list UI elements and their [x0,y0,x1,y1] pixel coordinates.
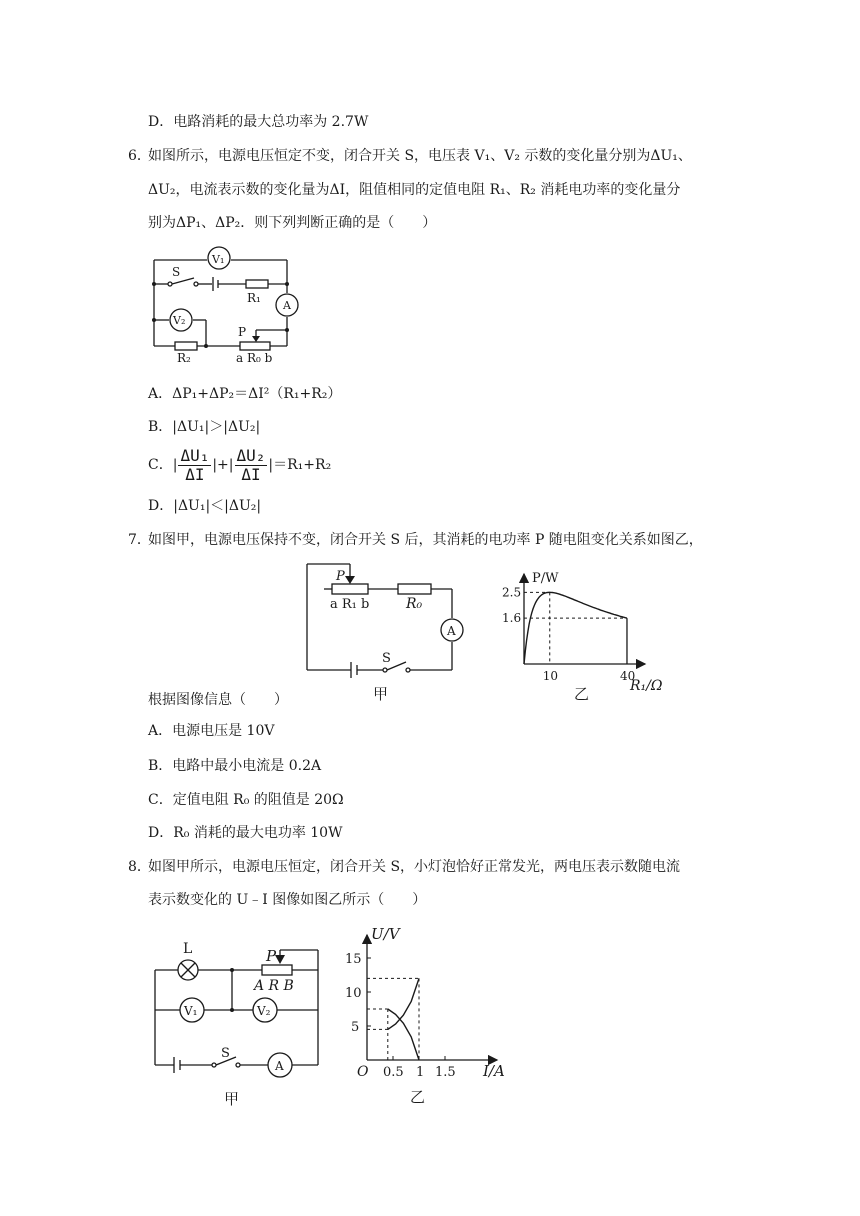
r0-resistor [398,584,431,594]
q8-number: 8． [128,859,151,875]
q6-label-r1: R₁ [247,291,261,305]
y-tick-label: 5 [351,1020,360,1035]
rheostat-r [262,965,292,975]
q6-circuit-diagram [140,244,310,369]
q6-stem-line1: 如图所示，电源电压恒定不变，闭合开关 S，电压表 V₁、V₂ 示数的变化量分别为ΔU₁、 [148,148,692,164]
q6-option-c-mid: |+| [212,457,234,473]
x-tick-label: 1.5 [435,1065,456,1080]
power-curve [524,592,627,664]
q7-stem-line2: 根据图像信息（ ） [148,692,288,708]
r1-rheostat [332,584,368,594]
q6-label-v2: V₂ [173,314,186,327]
q7-stem-line1: 如图甲，电源电压保持不变，闭合开关 S 后，其消耗的电功率 P 随电阻变化关系如图乙， [148,532,703,548]
q7-label-r0: R₀ [406,596,423,612]
q7-label-p: P [336,569,345,584]
r1-resistor [246,280,268,288]
y-axis-label: P/W [532,571,559,586]
q7-number: 7． [128,532,151,548]
q7-option-d: D．R₀ 消耗的最大电功率 10W [148,825,343,841]
q6-option-a: A．ΔP₁+ΔP₂＝ΔI²（R₁+R₂） [148,386,342,402]
fraction-numerator: ΔU₁ [180,445,210,465]
q8-label-switch: S [221,1046,230,1061]
q8-graph-caption: 乙 [410,1088,426,1106]
fraction-numerator: ΔU₂ [236,445,266,465]
slider-arrow-icon [345,576,355,584]
q8-stem-line2: 表示数变化的 U﹣I 图像如图乙所示（ ） [148,892,427,908]
origin-label: O [357,1064,369,1080]
q8-label-rheostat: A R B [254,978,294,994]
fraction-denominator: ΔI [185,464,205,484]
q8-label-v2: V₂ [257,1004,271,1018]
slider-arrow-icon [275,955,285,964]
q8-label-lamp: L [183,941,193,957]
y-axis-label: U/V [371,925,400,943]
x-tick-label: 10 [542,669,559,683]
fraction-denominator: ΔI [241,464,261,484]
q7-label-r1: a R₁ b [330,597,370,612]
q6-label-r2: R₂ [177,351,191,365]
r2-resistor [175,342,197,350]
ui-curve-rising [388,978,419,1029]
x-axis-label: R₁/Ω [630,678,663,694]
q6-stem-line3: 别为ΔP₁、ΔP₂．则下列判断正确的是（ ） [148,215,437,231]
q6-number: 6． [128,148,151,164]
y-tick-label: 15 [345,952,362,967]
q6-stem-line2: ΔU₂，电流表示数的变化量为ΔI，阻值相同的定值电阻 R₁、R₂ 消耗电功率的变化量分 [148,182,681,198]
fraction-du2-di [235,447,268,484]
slider-arrow-icon [252,336,260,342]
x-axis-label: I/A [483,1062,505,1080]
q7-circuit-diagram [296,562,471,707]
q6-option-b: B．|ΔU₁|＞|ΔU₂| [148,419,261,435]
q8-label-ammeter: A [275,1059,284,1073]
q6-option-d: D．|ΔU₁|＜|ΔU₂| [148,498,262,514]
q8-stem-line1: 如图甲所示，电源电压恒定，闭合开关 S，小灯泡恰好正常发光，两电压表示数随电流 [148,859,681,875]
q6-option-c-suffix: |＝R₁+R₂ [268,457,332,473]
q6-label-switch: S [172,265,181,279]
q6-label-ammeter: A [283,299,291,312]
x-tick-label: 40 [619,669,636,683]
q8-label-v1: V₁ [184,1004,198,1018]
q6-label-r0: a R₀ b [236,351,273,365]
q7-label-switch: S [382,651,391,666]
q8-caption-jia: 甲 [224,1090,240,1108]
x-tick-label: 1 [416,1065,425,1080]
x-tick-label: 0.5 [383,1065,404,1080]
q8-label-p: P [266,947,277,965]
q7-power-graph [490,562,685,707]
y-tick-label: 1.6 [502,611,522,626]
q8-circuit-diagram [145,935,330,1110]
q7-option-b: B．电路中最小电流是 0.2A [148,758,322,774]
q6-label-p: P [238,325,247,339]
q7-graph-caption: 乙 [574,685,590,703]
y-tick-label: 10 [345,986,362,1001]
y-tick-label: 2.5 [502,585,522,600]
r0-rheostat [240,342,270,350]
q5-option-d: D．电路消耗的最大总功率为 2.7W [148,114,369,130]
q8-ui-graph [345,920,520,1110]
ui-curve-falling [388,1009,419,1060]
q7-label-ammeter: A [447,624,456,638]
fraction-du1-di [178,447,211,484]
q7-option-a: A．电源电压是 10V [148,723,275,739]
q6-label-v1: V₁ [212,253,225,266]
q7-option-c: C．定值电阻 R₀ 的阻值是 20Ω [148,792,344,808]
q6-option-c [148,446,331,484]
q7-caption-jia: 甲 [373,685,389,703]
q6-option-c-prefix: C．| [148,457,178,473]
